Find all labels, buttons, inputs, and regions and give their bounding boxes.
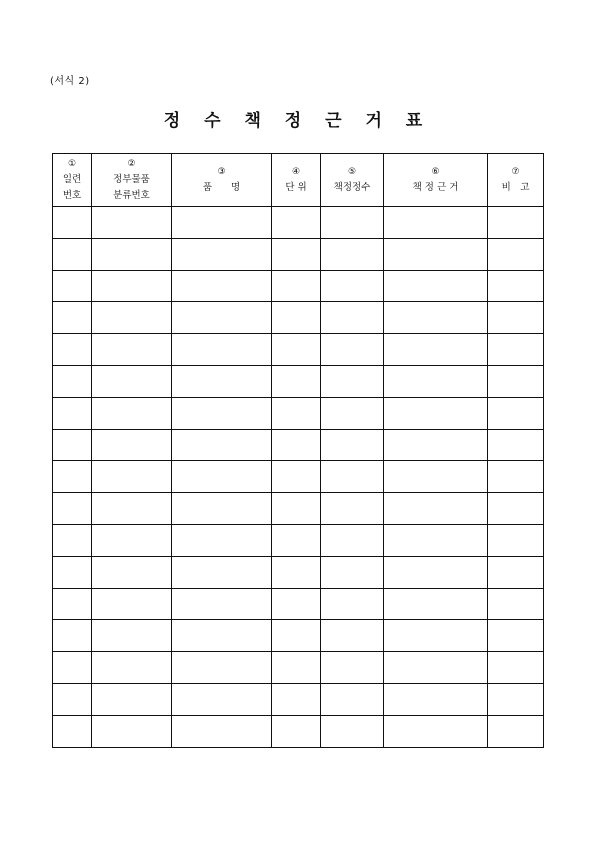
assigned-quota-cell[interactable] <box>321 524 384 556</box>
assignment-basis-cell[interactable] <box>384 238 488 270</box>
assignment-basis-cell[interactable] <box>384 302 488 334</box>
assignment-basis-cell[interactable] <box>384 493 488 525</box>
table-row <box>53 238 544 270</box>
assignment-basis-cell[interactable] <box>384 524 488 556</box>
serial-number-cell[interactable] <box>53 397 92 429</box>
serial-number-cell[interactable] <box>53 588 92 620</box>
unit-cell[interactable] <box>272 207 321 239</box>
serial-number-cell[interactable] <box>53 683 92 715</box>
header-classification-number <box>92 154 172 207</box>
header-number: ⑥ <box>431 167 440 177</box>
assignment-basis-cell[interactable] <box>384 270 488 302</box>
header-label-line: 정부물품 <box>113 174 150 185</box>
assigned-quota-cell[interactable] <box>321 207 384 239</box>
assigned-quota-cell[interactable] <box>321 652 384 684</box>
assignment-basis-cell[interactable] <box>384 429 488 461</box>
table-row <box>53 683 544 715</box>
header-item-name <box>172 154 272 207</box>
classification-number-cell[interactable] <box>92 588 172 620</box>
assigned-quota-cell[interactable] <box>321 461 384 493</box>
assigned-quota-cell[interactable] <box>321 556 384 588</box>
remarks-cell[interactable] <box>488 461 544 493</box>
table-row <box>53 493 544 525</box>
unit-cell[interactable] <box>272 683 321 715</box>
classification-number-cell[interactable] <box>92 556 172 588</box>
item-name-cell[interactable] <box>172 334 272 366</box>
classification-number-cell[interactable] <box>92 652 172 684</box>
item-name-cell[interactable] <box>172 493 272 525</box>
remarks-cell[interactable] <box>488 334 544 366</box>
assigned-quota-cell[interactable] <box>321 683 384 715</box>
table-row <box>53 556 544 588</box>
assignment-basis-cell[interactable] <box>384 397 488 429</box>
assignment-basis-cell[interactable] <box>384 334 488 366</box>
header-serial-number <box>53 154 92 207</box>
header-number: ⑤ <box>347 167 357 177</box>
assignment-basis-cell[interactable] <box>384 461 488 493</box>
assigned-quota-cell[interactable] <box>321 270 384 302</box>
unit-cell[interactable] <box>272 429 321 461</box>
serial-number-cell[interactable] <box>53 238 92 270</box>
assigned-quota-cell[interactable] <box>321 238 384 270</box>
serial-number-cell[interactable] <box>53 524 92 556</box>
unit-cell[interactable] <box>272 238 321 270</box>
table-row <box>53 429 544 461</box>
item-name-cell[interactable] <box>172 397 272 429</box>
item-name-cell[interactable] <box>172 461 272 493</box>
header-label-line: 분류번호 <box>113 190 150 201</box>
table-row <box>53 207 544 239</box>
remarks-cell[interactable] <box>488 207 544 239</box>
serial-number-cell[interactable] <box>53 334 92 366</box>
assignment-basis-cell[interactable] <box>384 683 488 715</box>
assignment-basis-cell[interactable] <box>384 207 488 239</box>
classification-number-cell[interactable] <box>92 397 172 429</box>
assigned-quota-cell[interactable] <box>321 429 384 461</box>
remarks-cell[interactable] <box>488 493 544 525</box>
serial-number-cell[interactable] <box>53 302 92 334</box>
form-label: (서식 2) <box>50 76 90 87</box>
item-name-cell[interactable] <box>172 556 272 588</box>
serial-number-cell[interactable] <box>53 556 92 588</box>
assigned-quota-cell[interactable] <box>321 334 384 366</box>
remarks-cell[interactable] <box>488 715 544 747</box>
item-name-cell[interactable] <box>172 524 272 556</box>
unit-cell[interactable] <box>272 620 321 652</box>
header-label-line: 단 위 <box>285 182 307 193</box>
remarks-cell[interactable] <box>488 683 544 715</box>
header-label-line: 일련 <box>62 174 82 185</box>
assigned-quota-cell[interactable] <box>321 588 384 620</box>
remarks-cell[interactable] <box>488 238 544 270</box>
item-name-cell[interactable] <box>172 715 272 747</box>
table-row <box>53 397 544 429</box>
classification-number-cell[interactable] <box>92 620 172 652</box>
classification-number-cell[interactable] <box>92 270 172 302</box>
remarks-cell[interactable] <box>488 620 544 652</box>
unit-cell[interactable] <box>272 493 321 525</box>
item-name-cell[interactable] <box>172 652 272 684</box>
header-number: ① <box>67 159 77 169</box>
header-number: ② <box>127 159 136 169</box>
remarks-cell[interactable] <box>488 302 544 334</box>
assigned-quota-cell[interactable] <box>321 493 384 525</box>
assignment-basis-cell[interactable] <box>384 715 488 747</box>
serial-number-cell[interactable] <box>53 365 92 397</box>
assignment-basis-cell[interactable] <box>384 588 488 620</box>
header-label-line: 번호 <box>62 190 82 201</box>
assigned-quota-cell[interactable] <box>321 397 384 429</box>
header-label-line: 품 명 <box>202 182 241 193</box>
remarks-cell[interactable] <box>488 365 544 397</box>
table-row <box>53 524 544 556</box>
table-row <box>53 620 544 652</box>
table-row <box>53 365 544 397</box>
item-name-cell[interactable] <box>172 588 272 620</box>
unit-cell[interactable] <box>272 302 321 334</box>
unit-cell[interactable] <box>272 556 321 588</box>
table-row <box>53 270 544 302</box>
classification-number-cell[interactable] <box>92 238 172 270</box>
classification-number-cell[interactable] <box>92 334 172 366</box>
assigned-quota-cell[interactable] <box>321 620 384 652</box>
table-row <box>53 302 544 334</box>
remarks-cell[interactable] <box>488 524 544 556</box>
table-row <box>53 652 544 684</box>
item-name-cell[interactable] <box>172 620 272 652</box>
assignment-basis-cell[interactable] <box>384 365 488 397</box>
classification-number-cell[interactable] <box>92 524 172 556</box>
classification-number-cell[interactable] <box>92 493 172 525</box>
classification-number-cell[interactable] <box>92 683 172 715</box>
header-assignment-basis <box>384 154 488 207</box>
table-header-row <box>53 154 544 207</box>
unit-cell[interactable] <box>272 270 321 302</box>
header-assigned-quota <box>321 154 384 207</box>
serial-number-cell[interactable] <box>53 429 92 461</box>
assignment-basis-cell[interactable] <box>384 652 488 684</box>
classification-number-cell[interactable] <box>92 429 172 461</box>
assigned-quota-cell[interactable] <box>321 715 384 747</box>
document-title: 정 수 책 정 근 거 표 <box>163 111 432 131</box>
quota-basis-table <box>52 153 544 748</box>
header-number: ④ <box>291 167 301 177</box>
serial-number-cell[interactable] <box>53 620 92 652</box>
remarks-cell[interactable] <box>488 429 544 461</box>
table-row <box>53 461 544 493</box>
table-row <box>53 588 544 620</box>
assigned-quota-cell[interactable] <box>321 365 384 397</box>
serial-number-cell[interactable] <box>53 652 92 684</box>
unit-cell[interactable] <box>272 524 321 556</box>
assignment-basis-cell[interactable] <box>384 620 488 652</box>
remarks-cell[interactable] <box>488 397 544 429</box>
serial-number-cell[interactable] <box>53 493 92 525</box>
unit-cell[interactable] <box>272 397 321 429</box>
classification-number-cell[interactable] <box>92 365 172 397</box>
assignment-basis-cell[interactable] <box>384 556 488 588</box>
item-name-cell[interactable] <box>172 238 272 270</box>
classification-number-cell[interactable] <box>92 207 172 239</box>
item-name-cell[interactable] <box>172 302 272 334</box>
header-label-line: 비 고 <box>501 182 530 193</box>
header-label-line: 책 정 근 거 <box>412 182 459 193</box>
serial-number-cell[interactable] <box>53 270 92 302</box>
item-name-cell[interactable] <box>172 683 272 715</box>
item-name-cell[interactable] <box>172 270 272 302</box>
header-remarks <box>488 154 544 207</box>
header-unit <box>272 154 321 207</box>
serial-number-cell[interactable] <box>53 207 92 239</box>
header-label-line: 책정정수 <box>333 182 371 193</box>
classification-number-cell[interactable] <box>92 715 172 747</box>
item-name-cell[interactable] <box>172 429 272 461</box>
unit-cell[interactable] <box>272 715 321 747</box>
unit-cell[interactable] <box>272 365 321 397</box>
serial-number-cell[interactable] <box>53 715 92 747</box>
remarks-cell[interactable] <box>488 556 544 588</box>
table-row <box>53 715 544 747</box>
item-name-cell[interactable] <box>172 365 272 397</box>
remarks-cell[interactable] <box>488 270 544 302</box>
unit-cell[interactable] <box>272 652 321 684</box>
unit-cell[interactable] <box>272 588 321 620</box>
remarks-cell[interactable] <box>488 652 544 684</box>
classification-number-cell[interactable] <box>92 461 172 493</box>
table-row <box>53 334 544 366</box>
serial-number-cell[interactable] <box>53 461 92 493</box>
unit-cell[interactable] <box>272 334 321 366</box>
remarks-cell[interactable] <box>488 588 544 620</box>
assigned-quota-cell[interactable] <box>321 302 384 334</box>
unit-cell[interactable] <box>272 461 321 493</box>
header-number: ③ <box>217 167 226 177</box>
item-name-cell[interactable] <box>172 207 272 239</box>
classification-number-cell[interactable] <box>92 302 172 334</box>
header-number: ⑦ <box>511 167 520 177</box>
